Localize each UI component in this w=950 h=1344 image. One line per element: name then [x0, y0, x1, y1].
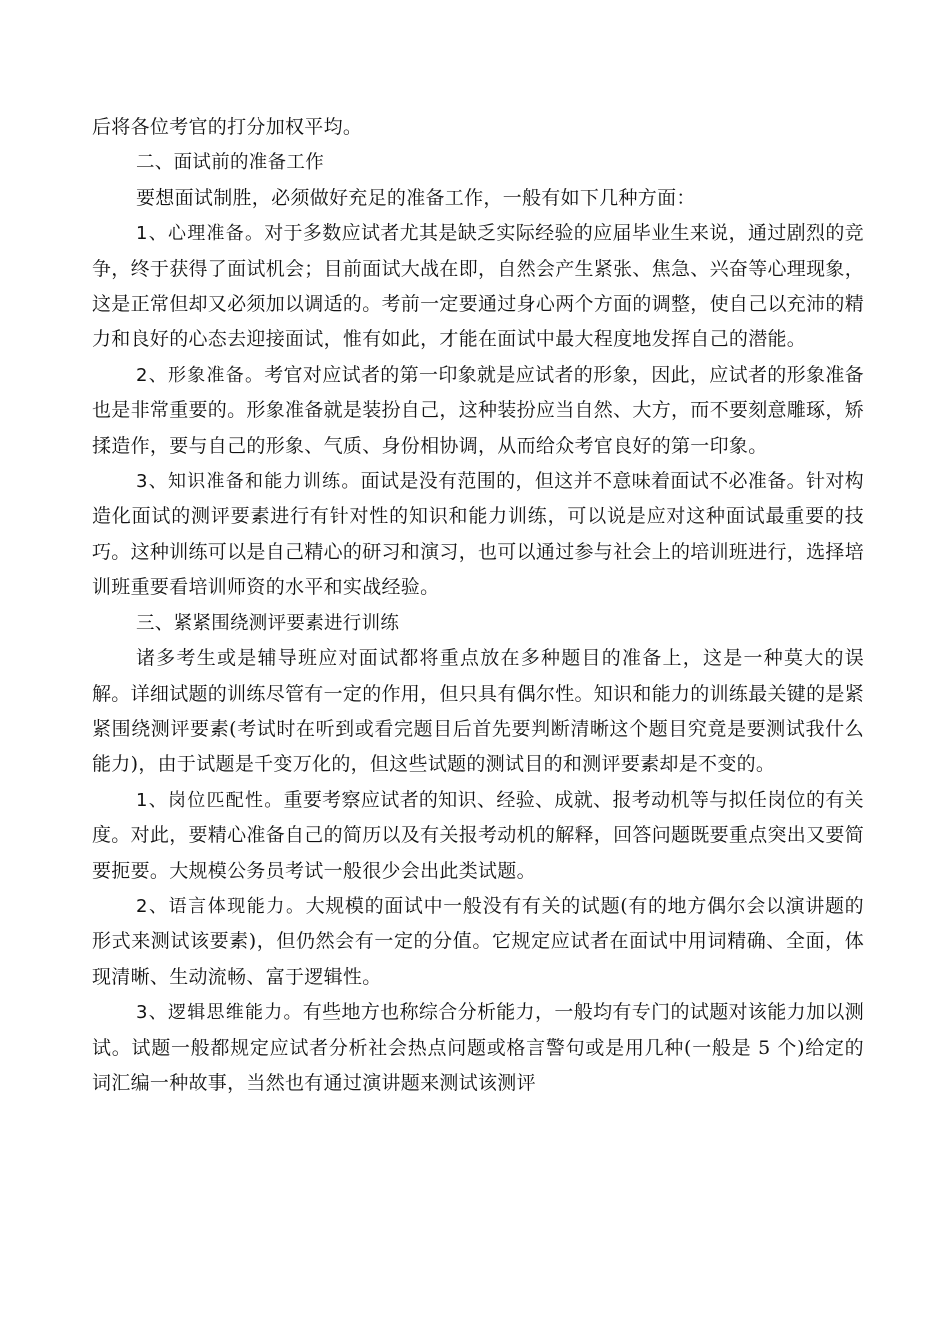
paragraph-knowledge-prep	[92, 464, 864, 606]
item-lead-job-match: 1、岗位匹配性。	[136, 789, 284, 811]
item-body-image: 考官对应试者的第一印象就是应试者的形象，因此，应试者的形象准备也是非常重要的。形象准备就是装扮自己，这种装扮应当自然、大方，而不要刻意雕琢，矫揉造作，要与自己的形象、气质、身份相协调，从而给众考官良好的第一印象。	[92, 363, 865, 457]
section-heading-2: 二、面试前的准备工作	[136, 152, 325, 174]
paragraph-image-prep	[92, 358, 864, 464]
item-body-logic: 有些地方也称综合分析能力，一般均有专门的试题对该能力加以测试。试题一般都规定应试者分析社会热点问题或格言警句或是用几种(一般是 5 个)给定的词汇编一种故事，当然也有通过演讲题来测试该测评	[92, 1001, 864, 1094]
paragraph-evaluation-intro: 诸多考生或是辅导班应对面试都将重点放在多种题目的准备上，这是一种莫大的误解。详细试题的训练尽管有一定的作用，但只具有偶尔性。知识和能力的训练最关键的是紧紧围绕测评要素(考试时在听到或看完题目后首先要判断清晰这个题目究竟是要测试我什么能力)，由于试题是千变万化的，但这些试题的测试目的和测评要素却是不变的。	[92, 647, 865, 776]
item-body-psychological: 对于多数应试者尤其是缺乏实际经验的应届毕业生来说，通过剧烈的竞争，终于获得了面试机会；目前面试大战在即，自然会产生紧张、焦急、兴奋等心理现象，这是正常但却又必须加以调适的。考前一定要通过身心两个方面的调整，使自己以充沛的精力和良好的心态去迎接面试，惟有如此，才能在面试中最大程度地发挥自己的潜能。	[92, 222, 865, 351]
item-body-job-match: 重要考察应试者的知识、经验、成就、报考动机等与拟任岗位的有关度。对此，要精心准备自己的简历以及有关报考动机的解释，回答问题既要重点突出又要简要扼要。大规模公务员考试一般很少会出此类试题。	[92, 788, 865, 882]
paragraph-intro: 要想面试制胜，必须做好充足的准备工作，一般有如下几种方面：	[136, 186, 696, 209]
item-lead-image: 2、形象准备。	[136, 364, 265, 386]
document-page	[92, 110, 864, 1101]
paragraph-job-match	[92, 783, 864, 889]
item-lead-logic: 3、逻辑思维能力。	[136, 1002, 303, 1024]
paragraph-continuation: 后将各位考官的打分加权平均。	[92, 116, 363, 138]
paragraph-psychological-prep	[92, 216, 864, 358]
section-heading-3: 三、紧紧围绕测评要素进行训练	[136, 612, 400, 634]
item-body-language: 大规模的面试中一般没有有关的试题(有的地方偶尔会以演讲题的形式来测试该要素)，但仍然会有一定的分值。它规定应试者在面试中用词精确、全面，体现清晰、生动流畅、富于逻辑性。	[92, 894, 864, 988]
paragraph-logic-ability	[92, 995, 864, 1101]
item-body-knowledge: 面试是没有范围的，但这并不意味着面试不必准备。针对构造化面试的测评要素进行有针对性的知识和能力训练，可以说是应对这种面试最重要的技巧。这种训练可以是自己精心的研习和演习，也可以通过参与社会上的培训班进行，选择培训班重要看培训师资的水平和实战经验。	[92, 470, 865, 599]
item-lead-language: 2、语言体现能力。	[136, 895, 306, 917]
paragraph-language-ability	[92, 889, 864, 995]
item-lead-psychological: 1、心理准备。	[136, 223, 265, 245]
item-lead-knowledge: 3、知识准备和能力训练。	[136, 471, 361, 493]
